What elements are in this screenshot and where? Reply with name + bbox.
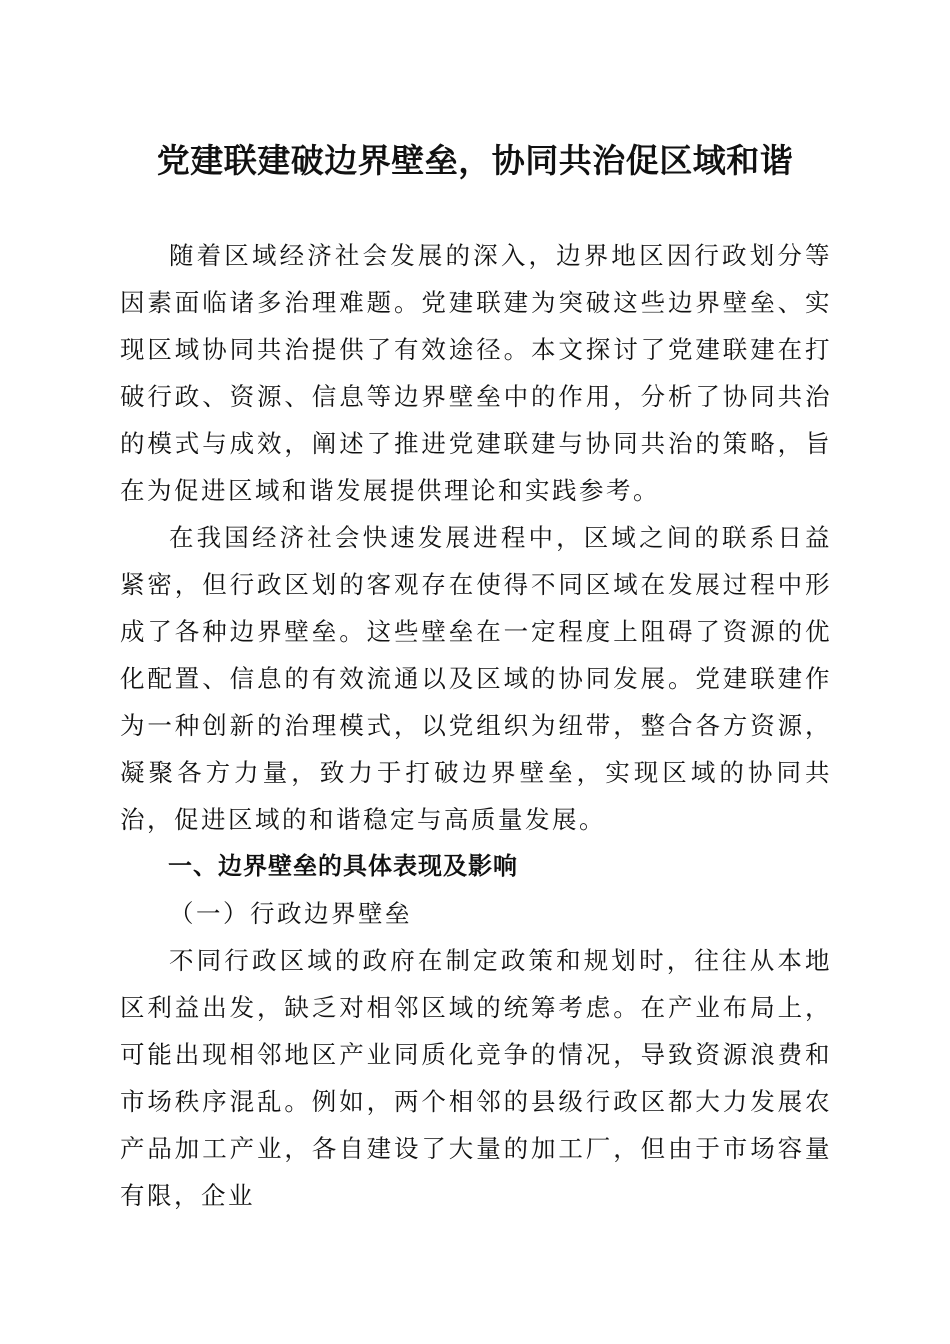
intro-paragraph: 在我国经济社会快速发展进程中，区域之间的联系日益紧密，但行政区划的客观存在使得不同区域在发展过程中形成了各种边界壁垒。这些壁垒在一定程度上阻碍了资源的优化配置、信息的有效流通以及区域的协同发展。党建联建作为一种创新的治理模式，以党组织为纽带，整合各方资源，凝聚各方力量，致力于打破边界壁垒，实现区域的协同共治，促进区域的和谐稳定与高质量发展。	[120, 523, 832, 834]
section-heading: 一、边界壁垒的具体表现及影响	[168, 852, 518, 880]
document-body	[120, 232, 832, 1219]
subsection-paragraph: 不同行政区域的政府在制定政策和规划时，往往从本地区利益出发，缺乏对相邻区域的统筹考虑。在产业布局上，可能出现相邻地区产业同质化竞争的情况，导致资源浪费和市场秩序混乱。例如，两个相邻的县级行政区都大力发展农产品加工产业，各自建设了大量的加工厂，但由于市场容量有限，企业	[120, 946, 832, 1210]
subsection-heading: （一）行政边界壁垒	[169, 899, 412, 928]
document-title: 党建联建破边界壁垒，协同共治促区域和谐	[156, 141, 794, 180]
abstract-paragraph: 随着区域经济社会发展的深入，边界地区因行政划分等因素面临诸多治理难题。党建联建为突破这些边界壁垒、实现区域协同共治提供了有效途径。本文探讨了党建联建在打破行政、资源、信息等边界壁垒中的作用，分析了协同共治的模式与成效，阐述了推进党建联建与协同共治的策略，旨在为促进区域和谐发展提供理论和实践参考。	[120, 241, 832, 505]
